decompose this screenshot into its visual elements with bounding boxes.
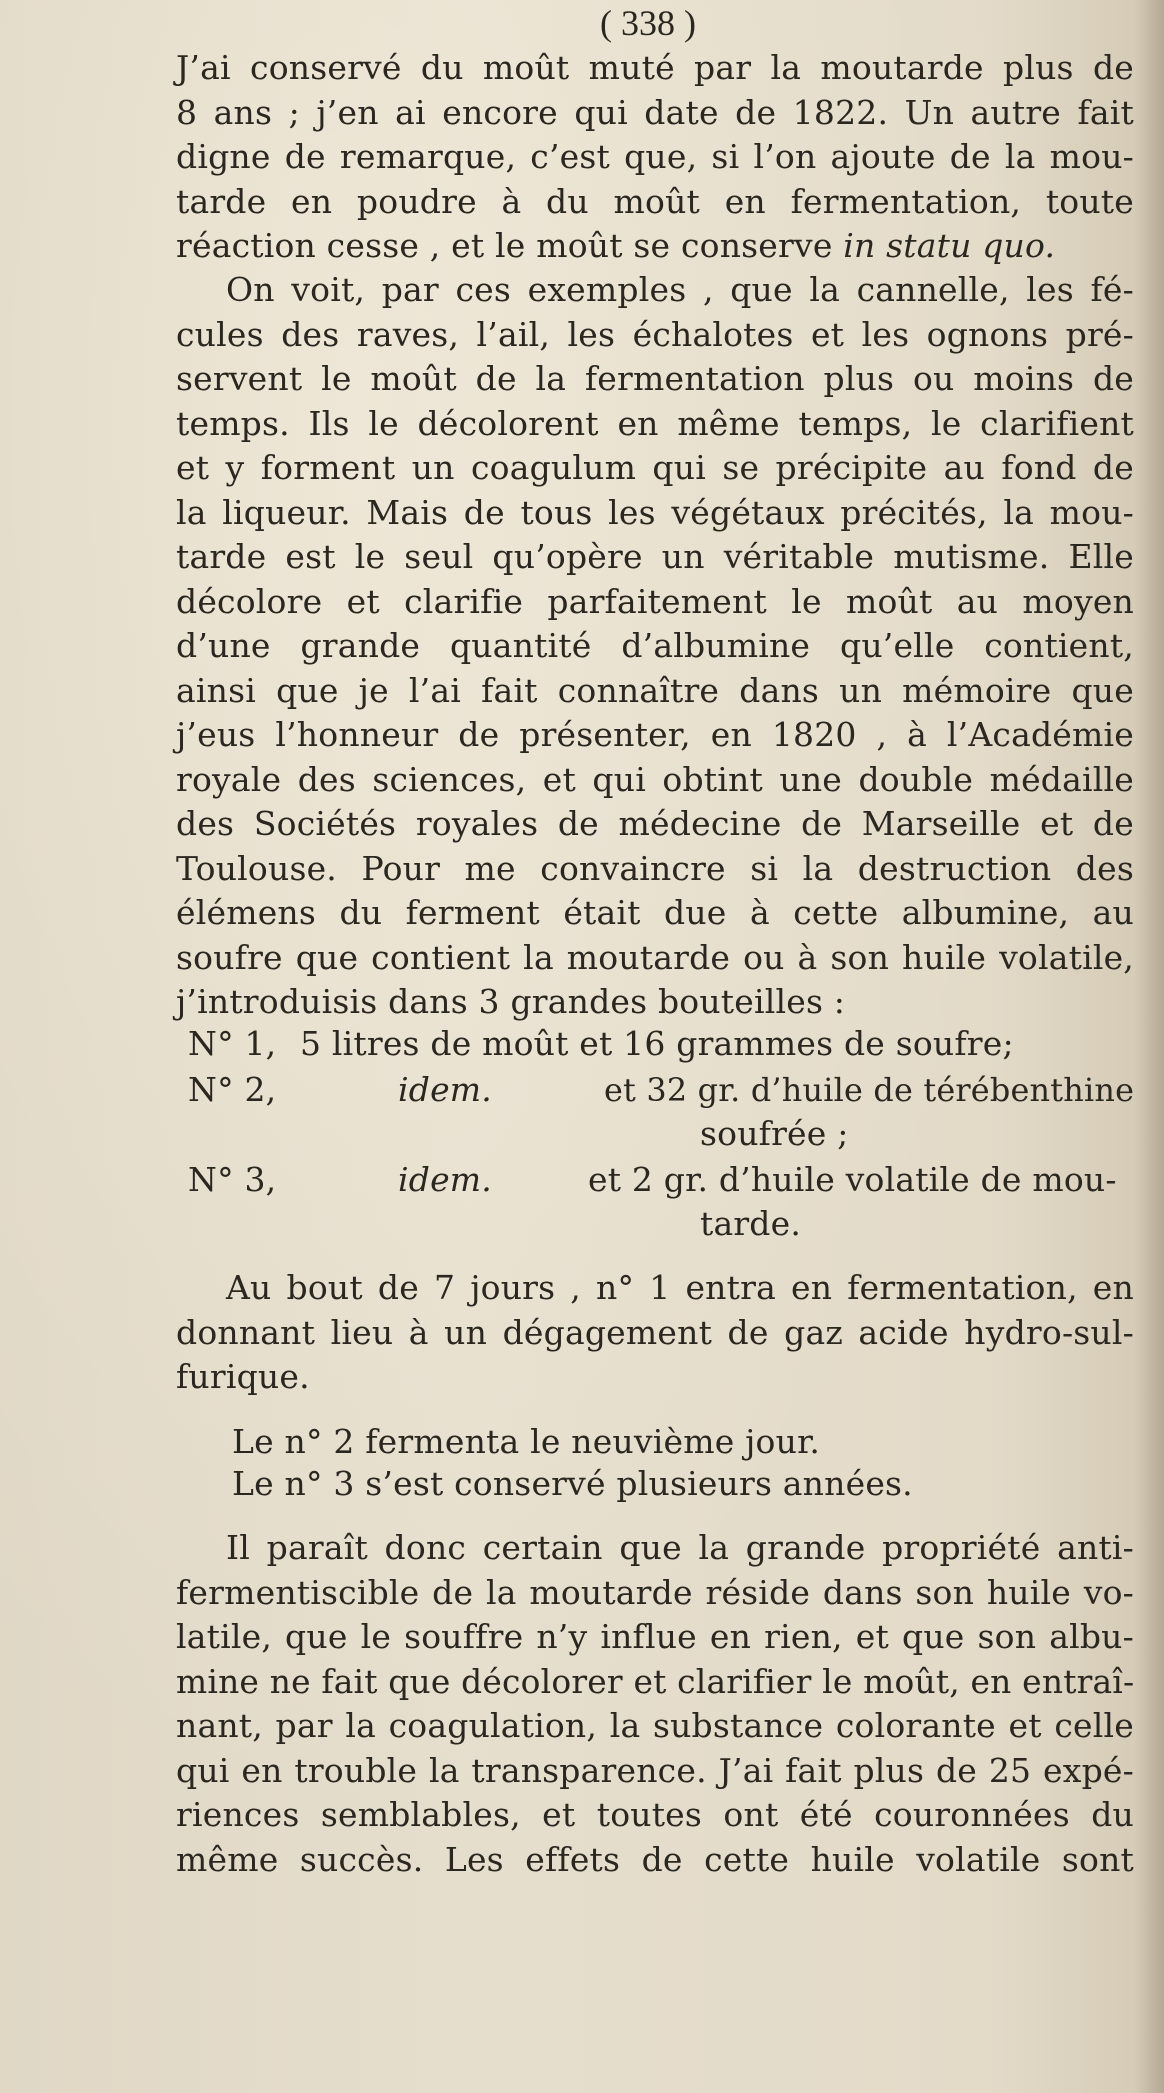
paragraph-line: d’une grande quantité d’albumine qu’elle contient,	[176, 626, 1134, 665]
paragraph-line: tarde en poudre à du moût en fermentation, toute	[176, 181, 1134, 221]
italic-phrase: in statu quo.	[843, 226, 1056, 265]
paragraph-line: qui en trouble la transparence. J’ai fait plus de 25 expé-	[176, 1750, 1134, 1790]
paragraph-line: soufre que contient la moutarde ou à son huile volatile,	[176, 937, 1134, 977]
paragraph-line: digne de remarque, c’est que, si l’on ajoute de la mou-	[176, 137, 1134, 176]
bottle-2-continuation: soufrée ;	[700, 1114, 849, 1153]
paragraph-line: temps. Ils le décolorent en même temps, le clarifient	[176, 403, 1134, 443]
paragraph-2	[176, 268, 1134, 1025]
bottle-3-quantity: idem.	[398, 1160, 492, 1199]
paragraph-line-text: réaction cesse , et le moût se conserve	[176, 226, 833, 265]
bottle-3-continuation: tarde.	[700, 1204, 802, 1243]
paragraph-line: riences semblables, et toutes ont été couronnées du	[176, 1795, 1134, 1834]
paragraph-line: mine ne fait que décolorer et clarifier le moût, en entraî-	[176, 1661, 1135, 1701]
bottle-2-description: et 32 gr. d’huile de térébenthine	[604, 1071, 1135, 1109]
paragraph-line: On voit, par ces exemples , que la cannelle, les fé-	[226, 270, 1134, 309]
result-bottle-3: Le n° 3 s’est conservé plusieurs années.	[232, 1464, 913, 1503]
page-edge-shadow	[1134, 0, 1164, 2093]
bottle-1-number: N° 1,	[188, 1024, 277, 1063]
paragraph-line: décolore et clarifie parfaitement le moût au moyen	[176, 581, 1134, 621]
paragraph-line: 8 ans ; j’en ai encore qui date de 1822. Un autre fait	[176, 92, 1134, 132]
bottle-3-number: N° 3,	[188, 1160, 277, 1199]
paragraph-line: ainsi que je l’ai fait connaître dans un mémoire que	[176, 670, 1134, 710]
bottle-3-description: et 2 gr. d’huile volatile de mou-	[588, 1160, 1117, 1199]
paragraph-4	[176, 1526, 1134, 1882]
result-bottle-2: Le n° 2 fermenta le neuvième jour.	[232, 1422, 821, 1461]
page-number: ( 338 )	[600, 3, 696, 43]
bottle-1-description: 5 litres de moût et 16 grammes de soufre;	[300, 1024, 1014, 1063]
paragraph-line: j’eus l’honneur de présenter, en 1820 , à l’Académie	[176, 715, 1134, 754]
paragraph-line	[176, 224, 1134, 269]
paragraph-line: fermentiscible de la moutarde réside dans son huile vo-	[176, 1572, 1134, 1612]
paragraph-line: servent le moût de la fermentation plus ou moins de	[176, 359, 1134, 398]
paragraph-line: j’introduisis dans 3 grandes bouteilles :	[176, 982, 846, 1021]
paragraph-line: furique.	[176, 1357, 310, 1396]
paragraph-line: J’ai conservé du moût muté par la moutarde plus de	[176, 48, 1134, 87]
paragraph-line: donnant lieu à un dégagement de gaz acide hydro-sul-	[176, 1312, 1134, 1352]
paragraph-line: cules des raves, l’ail, les échalotes et les ognons pré-	[176, 314, 1134, 354]
paragraph-line: même succès. Les effets de cette huile volatile sont	[176, 1839, 1134, 1879]
paragraph-line: Au bout de 7 jours , n° 1 entra en fermentation, en	[226, 1268, 1134, 1307]
paragraph-line: Toulouse. Pour me convaincre si la destruction des	[176, 848, 1134, 888]
paragraph-line: la liqueur. Mais de tous les végétaux précités, la mou-	[176, 492, 1134, 532]
paragraph-line: tarde est le seul qu’opère un véritable mutisme. Elle	[176, 537, 1134, 576]
paragraph-line: royale des sciences, et qui obtint une double médaille	[176, 759, 1134, 799]
bottle-2-quantity: idem.	[398, 1070, 492, 1109]
paragraph-line: des Sociétés royales de médecine de Marseille et de	[176, 804, 1134, 843]
paragraph-line: nant, par la coagulation, la substance colorante et celle	[176, 1706, 1134, 1745]
paragraph-1	[176, 46, 1134, 269]
bottle-2-number: N° 2,	[188, 1070, 277, 1109]
paragraph-line: élémens du ferment était due à cette albumine, au	[176, 893, 1134, 932]
paragraph-line: latile, que le souffre n’y influe en rien, et que son albu-	[176, 1617, 1134, 1656]
paragraph-line: Il paraît donc certain que la grande propriété anti-	[226, 1528, 1134, 1567]
paragraph-line: et y forment un coagulum qui se précipite au fond de	[176, 448, 1134, 487]
paragraph-3	[176, 1266, 1134, 1400]
